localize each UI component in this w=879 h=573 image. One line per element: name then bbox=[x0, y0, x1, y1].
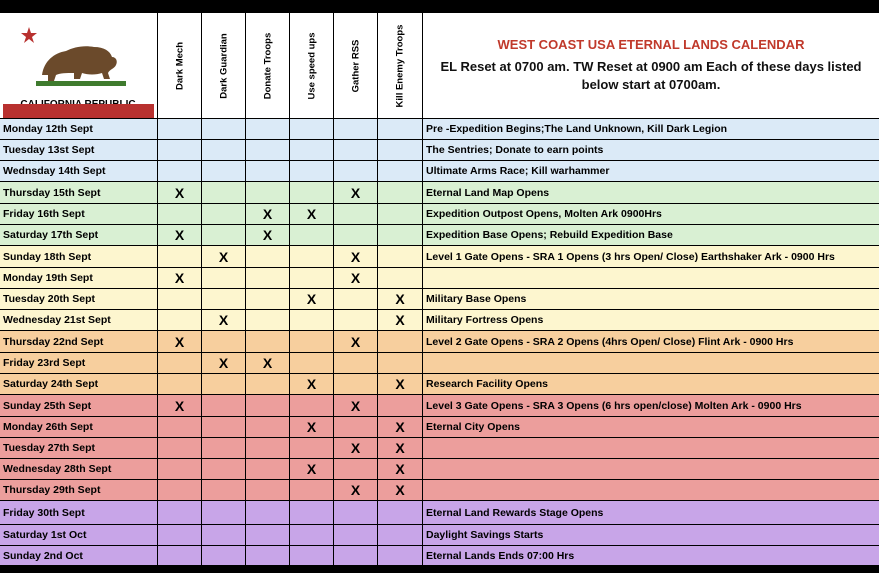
mark-cell bbox=[246, 182, 290, 204]
col-gather-rss bbox=[334, 13, 378, 118]
event-cell: Ultimate Arms Race; Kill warhammer bbox=[423, 161, 879, 182]
mark-cell: X bbox=[158, 395, 202, 417]
mark-cell bbox=[334, 374, 378, 395]
mark-cell bbox=[202, 204, 246, 225]
mark-cell bbox=[290, 225, 334, 246]
mark-cell bbox=[378, 246, 423, 268]
title-cell bbox=[423, 13, 879, 118]
col-label: Kill Enemy Troops bbox=[394, 24, 406, 107]
event-cell: Daylight Savings Starts bbox=[423, 525, 879, 546]
table-row bbox=[0, 501, 879, 525]
mark-cell bbox=[290, 480, 334, 501]
mark-cell bbox=[202, 119, 246, 140]
mark-cell bbox=[290, 310, 334, 331]
mark-cell bbox=[202, 501, 246, 525]
mark-cell bbox=[246, 289, 290, 310]
mark-cell: X bbox=[158, 268, 202, 289]
mark-cell: X bbox=[334, 331, 378, 353]
col-label: Dark Mech bbox=[174, 41, 185, 90]
table-row bbox=[0, 417, 879, 438]
mark-cell: X bbox=[334, 182, 378, 204]
date-cell: Friday 30th Sept bbox=[0, 501, 158, 525]
mark-cell bbox=[246, 417, 290, 438]
mark-cell: X bbox=[158, 331, 202, 353]
table-row bbox=[0, 395, 879, 417]
mark-cell bbox=[202, 289, 246, 310]
date-cell: Saturday 17th Sept bbox=[0, 225, 158, 246]
col-dark-guardian bbox=[202, 13, 246, 118]
mark-cell bbox=[290, 268, 334, 289]
mark-cell: X bbox=[246, 204, 290, 225]
mark-cell bbox=[158, 204, 202, 225]
mark-cell bbox=[378, 140, 423, 161]
event-cell: Eternal Land Map Opens bbox=[423, 182, 879, 204]
mark-cell bbox=[158, 525, 202, 546]
date-cell: Wednesday 28th Sept bbox=[0, 459, 158, 480]
date-cell: Tuesday 20th Sept bbox=[0, 289, 158, 310]
mark-cell bbox=[158, 501, 202, 525]
mark-cell bbox=[202, 268, 246, 289]
event-cell: Pre -Expedition Begins;The Land Unknown, Kill Dark Legion bbox=[423, 119, 879, 140]
mark-cell bbox=[378, 395, 423, 417]
mark-cell: X bbox=[290, 459, 334, 480]
table-row bbox=[0, 182, 879, 204]
date-cell: Tuesday 27th Sept bbox=[0, 438, 158, 459]
event-cell: Eternal Land Rewards Stage Opens bbox=[423, 501, 879, 525]
mark-cell bbox=[334, 525, 378, 546]
mark-cell bbox=[378, 204, 423, 225]
date-cell: Monday 19th Sept bbox=[0, 268, 158, 289]
mark-cell: X bbox=[378, 374, 423, 395]
event-cell: Expedition Outpost Opens, Molten Ark 0900Hrs bbox=[423, 204, 879, 225]
event-cell bbox=[423, 480, 879, 501]
mark-cell bbox=[202, 438, 246, 459]
table-row bbox=[0, 119, 879, 140]
mark-cell bbox=[290, 182, 334, 204]
mark-cell bbox=[158, 374, 202, 395]
col-donate-troops bbox=[246, 13, 290, 118]
mark-cell bbox=[334, 417, 378, 438]
mark-cell bbox=[158, 246, 202, 268]
mark-cell bbox=[378, 225, 423, 246]
event-cell bbox=[423, 438, 879, 459]
mark-cell bbox=[290, 353, 334, 374]
table-row bbox=[0, 225, 879, 246]
mark-cell bbox=[158, 140, 202, 161]
mark-cell bbox=[246, 246, 290, 268]
mark-cell bbox=[334, 225, 378, 246]
mark-cell bbox=[202, 374, 246, 395]
event-cell: Level 2 Gate Opens - SRA 2 Opens (4hrs Open/ Close) Flint Ark - 0900 Hrs bbox=[423, 331, 879, 353]
mark-cell bbox=[246, 480, 290, 501]
mark-cell bbox=[202, 525, 246, 546]
mark-cell: X bbox=[246, 353, 290, 374]
mark-cell bbox=[378, 501, 423, 525]
table-row bbox=[0, 204, 879, 225]
mark-cell bbox=[290, 119, 334, 140]
mark-cell bbox=[378, 525, 423, 546]
mark-cell bbox=[246, 546, 290, 566]
mark-cell: X bbox=[158, 182, 202, 204]
mark-cell bbox=[158, 480, 202, 501]
mark-cell bbox=[290, 161, 334, 182]
date-cell: Saturday 1st Oct bbox=[0, 525, 158, 546]
event-cell bbox=[423, 459, 879, 480]
mark-cell: X bbox=[378, 417, 423, 438]
table-row bbox=[0, 140, 879, 161]
california-flag-logo bbox=[0, 13, 158, 118]
bear-flag-icon bbox=[0, 13, 157, 118]
col-label: Donate Troops bbox=[262, 32, 273, 99]
table-row bbox=[0, 310, 879, 331]
mark-cell bbox=[158, 438, 202, 459]
mark-cell bbox=[378, 119, 423, 140]
mark-cell: X bbox=[378, 459, 423, 480]
mark-cell bbox=[246, 161, 290, 182]
mark-cell bbox=[202, 331, 246, 353]
table-header bbox=[0, 13, 879, 119]
mark-cell bbox=[378, 268, 423, 289]
mark-cell bbox=[158, 119, 202, 140]
event-cell: The Sentries; Donate to earn points bbox=[423, 140, 879, 161]
mark-cell bbox=[246, 501, 290, 525]
mark-cell bbox=[334, 353, 378, 374]
calendar-subtitle: EL Reset at 0700 am. TW Reset at 0900 am Each of these days listed below start at 0700am. bbox=[440, 59, 862, 92]
table-row bbox=[0, 374, 879, 395]
mark-cell bbox=[246, 331, 290, 353]
mark-cell bbox=[290, 546, 334, 566]
event-cell: Expedition Base Opens; Rebuild Expedition Base bbox=[423, 225, 879, 246]
table-row bbox=[0, 331, 879, 353]
mark-cell bbox=[202, 480, 246, 501]
mark-cell bbox=[202, 417, 246, 438]
event-cell: Level 3 Gate Opens - SRA 3 Opens (6 hrs open/close) Molten Ark - 0900 Hrs bbox=[423, 395, 879, 417]
mark-cell bbox=[334, 119, 378, 140]
event-cell: Military Fortress Opens bbox=[423, 310, 879, 331]
mark-cell bbox=[158, 459, 202, 480]
date-cell: Thursday 29th Sept bbox=[0, 480, 158, 501]
table-row bbox=[0, 480, 879, 501]
mark-cell: X bbox=[334, 246, 378, 268]
mark-cell: X bbox=[378, 310, 423, 331]
date-cell: Thursday 22nd Sept bbox=[0, 331, 158, 353]
date-cell: Monday 26th Sept bbox=[0, 417, 158, 438]
date-cell: Friday 16th Sept bbox=[0, 204, 158, 225]
mark-cell bbox=[334, 310, 378, 331]
date-cell: Tuesday 13st Sept bbox=[0, 140, 158, 161]
mark-cell bbox=[334, 501, 378, 525]
mark-cell bbox=[202, 395, 246, 417]
mark-cell: X bbox=[246, 225, 290, 246]
mark-cell: X bbox=[290, 417, 334, 438]
mark-cell bbox=[246, 525, 290, 546]
date-cell: Sunday 25th Sept bbox=[0, 395, 158, 417]
mark-cell bbox=[202, 546, 246, 566]
mark-cell bbox=[202, 225, 246, 246]
mark-cell bbox=[202, 182, 246, 204]
mark-cell bbox=[378, 161, 423, 182]
date-cell: Wednsday 14th Sept bbox=[0, 161, 158, 182]
mark-cell bbox=[246, 395, 290, 417]
calendar-table bbox=[0, 13, 879, 566]
table-row bbox=[0, 459, 879, 480]
table-row bbox=[0, 525, 879, 546]
mark-cell: X bbox=[334, 480, 378, 501]
mark-cell bbox=[378, 182, 423, 204]
table-row bbox=[0, 246, 879, 268]
mark-cell bbox=[334, 161, 378, 182]
event-cell: Eternal Lands Ends 07:00 Hrs bbox=[423, 546, 879, 566]
mark-cell bbox=[334, 546, 378, 566]
mark-cell: X bbox=[378, 438, 423, 459]
table-row bbox=[0, 353, 879, 374]
mark-cell bbox=[290, 525, 334, 546]
col-label: Use speed ups bbox=[306, 31, 317, 100]
event-cell bbox=[423, 353, 879, 374]
flag-stripe bbox=[3, 104, 154, 118]
mark-cell bbox=[246, 438, 290, 459]
mark-cell bbox=[158, 546, 202, 566]
table-row bbox=[0, 161, 879, 182]
mark-cell bbox=[246, 310, 290, 331]
date-cell: Thursday 15th Sept bbox=[0, 182, 158, 204]
mark-cell bbox=[334, 204, 378, 225]
mark-cell: X bbox=[334, 395, 378, 417]
mark-cell bbox=[158, 289, 202, 310]
table-row bbox=[0, 289, 879, 310]
mark-cell bbox=[334, 140, 378, 161]
mark-cell bbox=[246, 268, 290, 289]
mark-cell: X bbox=[202, 310, 246, 331]
mark-cell bbox=[158, 161, 202, 182]
mark-cell bbox=[378, 353, 423, 374]
mark-cell bbox=[290, 395, 334, 417]
date-cell: Monday 12th Sept bbox=[0, 119, 158, 140]
table-row bbox=[0, 438, 879, 459]
mark-cell bbox=[246, 140, 290, 161]
mark-cell bbox=[290, 438, 334, 459]
mark-cell bbox=[158, 310, 202, 331]
mark-cell: X bbox=[378, 289, 423, 310]
mark-cell: X bbox=[290, 204, 334, 225]
mark-cell bbox=[334, 289, 378, 310]
event-cell: Eternal City Opens bbox=[423, 417, 879, 438]
mark-cell bbox=[290, 246, 334, 268]
mark-cell bbox=[290, 331, 334, 353]
mark-cell bbox=[246, 459, 290, 480]
mark-cell bbox=[202, 140, 246, 161]
mark-cell: X bbox=[158, 225, 202, 246]
col-label: Dark Guardian bbox=[218, 32, 229, 99]
mark-cell: X bbox=[290, 289, 334, 310]
mark-cell bbox=[246, 119, 290, 140]
date-cell: Friday 23rd Sept bbox=[0, 353, 158, 374]
mark-cell bbox=[158, 353, 202, 374]
mark-cell bbox=[158, 417, 202, 438]
mark-cell bbox=[202, 459, 246, 480]
col-label: Gather RSS bbox=[350, 39, 361, 92]
mark-cell: X bbox=[378, 480, 423, 501]
calendar-title: WEST COAST USA ETERNAL LANDS CALENDAR bbox=[497, 37, 805, 52]
date-cell: Wednesday 21st Sept bbox=[0, 310, 158, 331]
mark-cell bbox=[378, 331, 423, 353]
mark-cell: X bbox=[334, 438, 378, 459]
date-cell: Sunday 18th Sept bbox=[0, 246, 158, 268]
date-cell: Sunday 2nd Oct bbox=[0, 546, 158, 566]
mark-cell bbox=[246, 374, 290, 395]
mark-cell bbox=[290, 140, 334, 161]
mark-cell: X bbox=[202, 353, 246, 374]
mark-cell bbox=[378, 546, 423, 566]
date-cell: Saturday 24th Sept bbox=[0, 374, 158, 395]
mark-cell: X bbox=[290, 374, 334, 395]
col-use-speed-ups bbox=[290, 13, 334, 118]
mark-cell bbox=[290, 501, 334, 525]
col-kill-enemy-troops bbox=[378, 13, 423, 118]
mark-cell: X bbox=[334, 268, 378, 289]
col-dark-mech bbox=[158, 13, 202, 118]
event-cell: Level 1 Gate Opens - SRA 1 Opens (3 hrs Open/ Close) Earthshaker Ark - 0900 Hrs bbox=[423, 246, 879, 268]
event-cell bbox=[423, 268, 879, 289]
event-cell: Research Facility Opens bbox=[423, 374, 879, 395]
table-row bbox=[0, 268, 879, 289]
mark-cell: X bbox=[202, 246, 246, 268]
mark-cell bbox=[334, 459, 378, 480]
mark-cell bbox=[202, 161, 246, 182]
event-cell: Military Base Opens bbox=[423, 289, 879, 310]
table-row bbox=[0, 546, 879, 566]
